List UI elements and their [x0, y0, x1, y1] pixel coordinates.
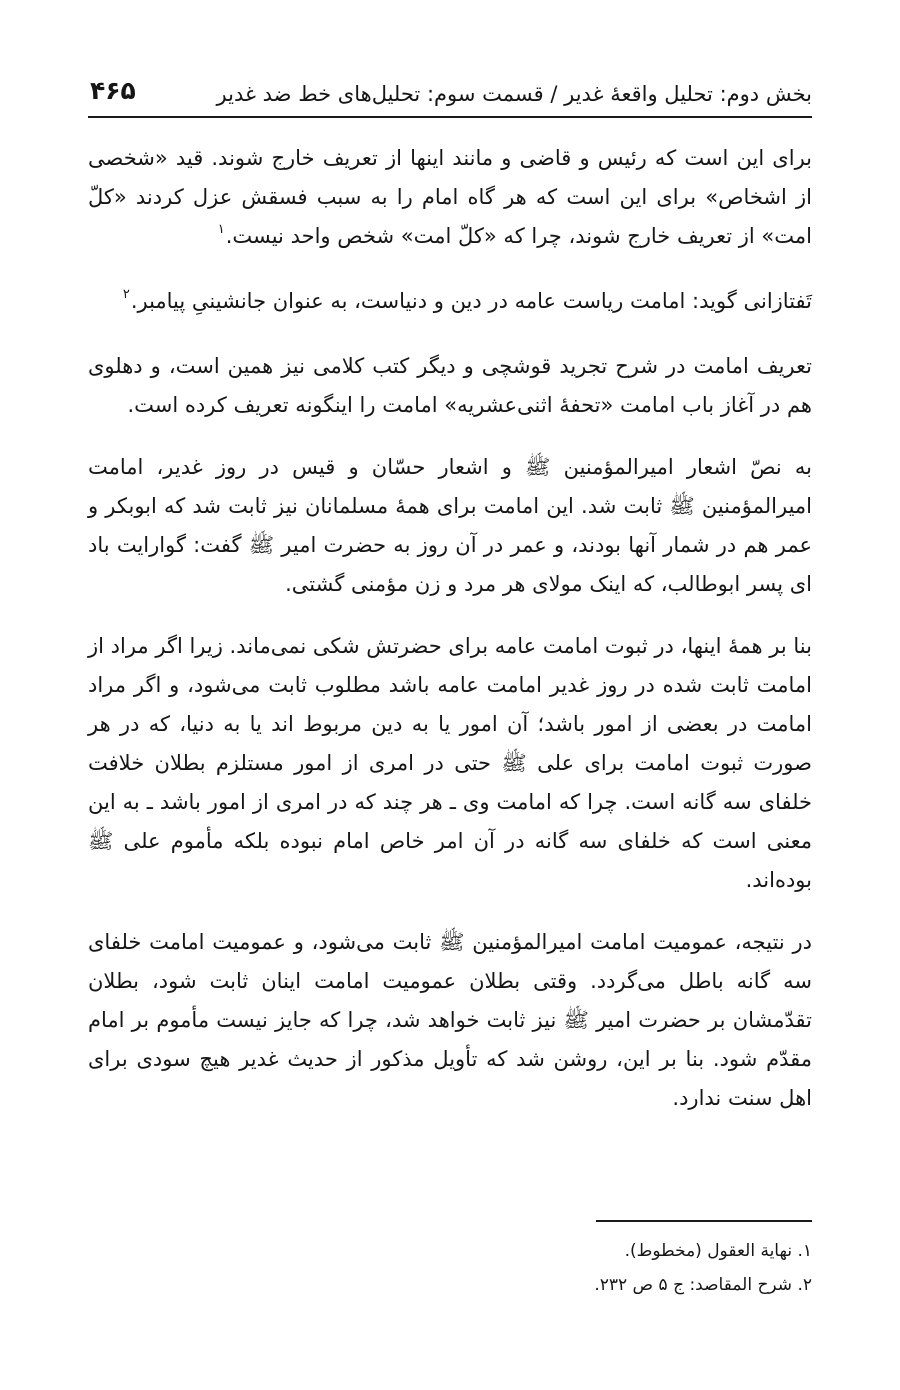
- body-text: [88, 139, 812, 1141]
- paragraph: [88, 282, 812, 324]
- footnotes: [88, 1234, 812, 1302]
- book-page: [88, 0, 812, 1390]
- footnote: ۱. نهایة العقول (مخطوط).: [624, 1241, 812, 1261]
- running-header: [88, 74, 812, 118]
- footnote-reference: ۲: [122, 287, 130, 302]
- running-title: بخش دوم: تحلیل واقعهٔ غدیر / قسمت سوم: تحلیل‌های خط ضد غدیر: [216, 82, 812, 106]
- paragraph: [88, 139, 812, 259]
- footnote-reference: ۱: [217, 222, 225, 237]
- footnote: ۲. شرح المقاصد: ج ۵ ص ۲۳۲.: [594, 1275, 812, 1295]
- page-number: ۴۶۵: [90, 76, 136, 105]
- paragraph-text: به نصّ اشعار امیرالمؤمنین ﷺ و اشعار حسّان و قیس در روز غدیر، امامت امیرالمؤمنین ﷺ ثابت شد. این امامت برای همهٔ مسلمانان نیز ثابت شد که ابوبکر و عمر هم در شمار آنها بودند، و عمر در آن روز به حضرت امیر ﷺ گفت: گوارایت باد ای پسر ابوطالب، که اینک مولای هر مرد و زن مؤمنی گشتی.: [88, 455, 812, 596]
- paragraph-text: تَفتازانی گوید: امامت ریاست عامه در دین و دنیاست، به عنوان جانشینیِ پیامبر.: [130, 289, 812, 313]
- paragraph: [88, 347, 812, 425]
- paragraph: [88, 627, 812, 900]
- paragraph-text: در نتیجه، عمومیت امامت امیرالمؤمنین ﷺ ثابت می‌شود، و عمومیت امامت خلفای سه گانه باطل می‌گردد. وقتی بطلان عمومیت امامت اینان ثابت شود، بطلان تقدّمشان بر حضرت امیر ﷺ نیز ثابت خواهد شد، چرا که جایز نیست مأموم بر امام مقدّم شود. بنا بر این، روشن شد که تأویل مذکور از حدیث غدیر هیچ سودی برای اهل سنت ندارد.: [88, 930, 812, 1110]
- paragraph-text: تعریف امامت در شرح تجرید قوشچی و دیگر کتب کلامی نیز همین است، و دهلوی هم در آغاز باب امامت «تحفهٔ اثنی‌عشریه» امامت را اینگونه تعریف کرده است.: [88, 354, 812, 417]
- paragraph-text: بنا بر همهٔ اینها، در ثبوت امامت عامه برای حضرتش شکی نمی‌ماند. زیرا اگر مراد از امامت ثابت شده در روز غدیر امامت عامه باشد مطلوب ثابت می‌شود، و اگر مراد امامت در بعضی از امور باشد؛ آن امور یا به دین مربوط اند یا به دنیا، که در هر صورت ثبوت امامت برای علی ﷺ حتی در امری از امور مستلزم بطلان خلافت خلفای سه گانه است. چرا که امامت وی ـ هر چند که در امری از امور باشد ـ به این معنی است که خلفای سه گانه در آن امر خاص امام نبوده بلکه مأموم علی ﷺ بوده‌اند.: [88, 634, 812, 892]
- footnote-divider: [596, 1220, 812, 1222]
- paragraph-text: برای این است که رئیس و قاضی و مانند اینها از تعریف خارج شوند. قید «شخصی از اشخاص» برای این است که هر گاه امام را به سبب فسقش عزل کردند «کلّ امت» از تعریف خارج شوند، چرا که «کلّ امت» شخص واحد نیست.: [88, 146, 812, 248]
- paragraph: [88, 448, 812, 604]
- paragraph: [88, 923, 812, 1118]
